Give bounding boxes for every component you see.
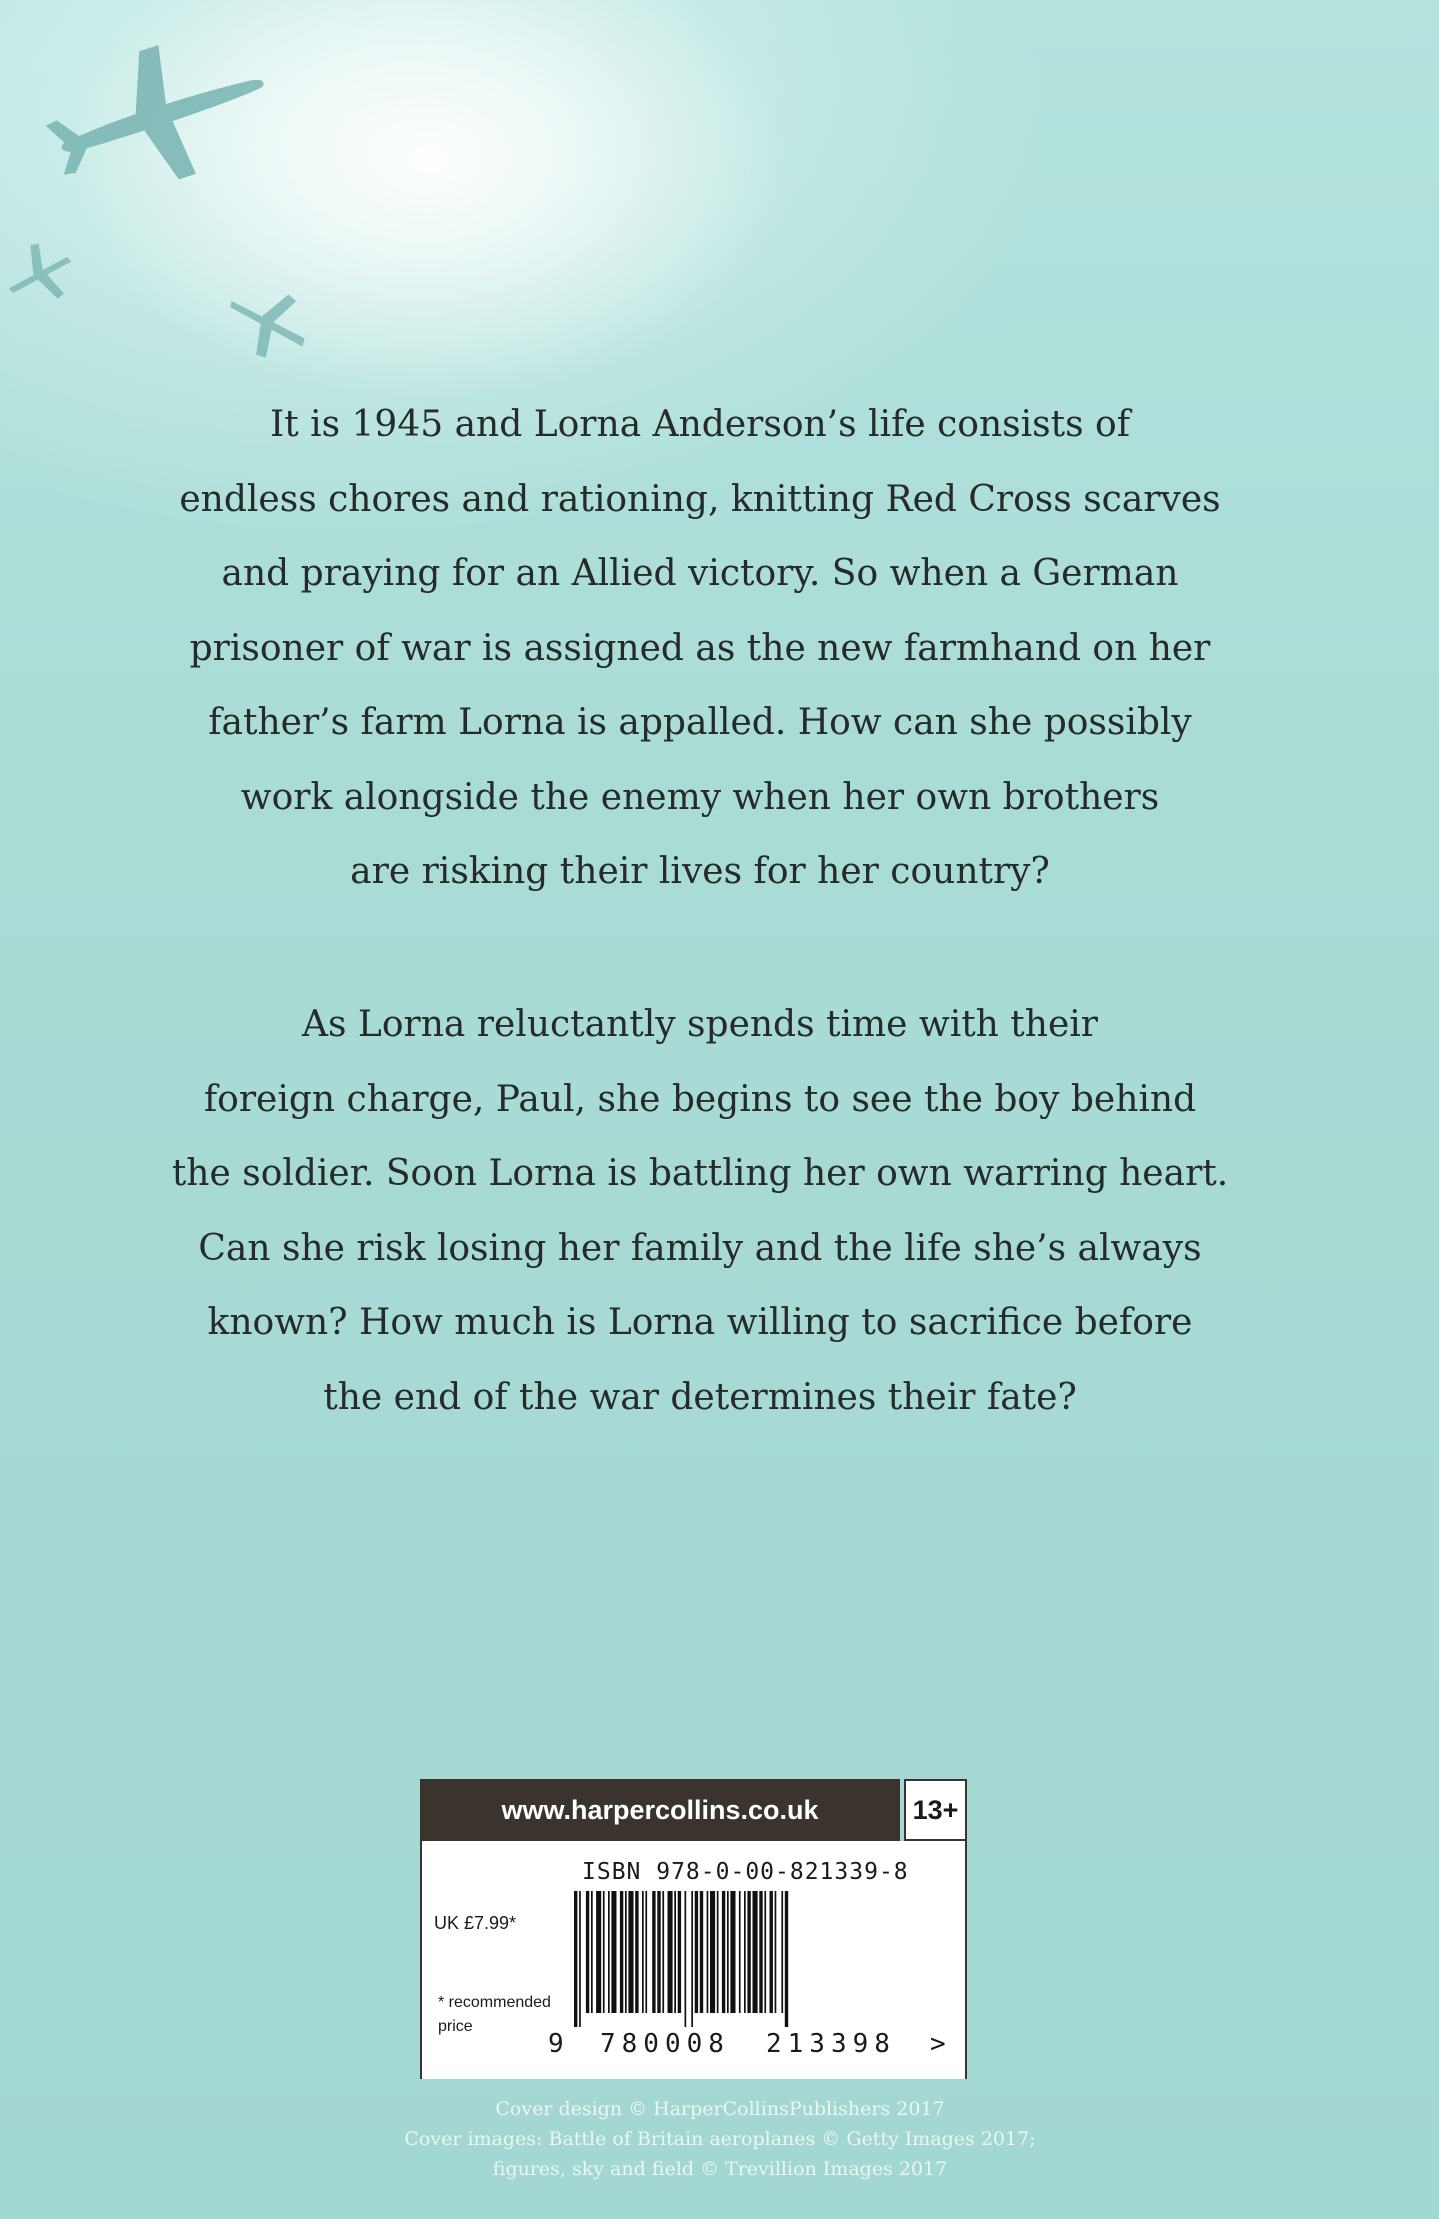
isbn-number: ISBN 978-0-00-821339-8 <box>582 1859 909 1885</box>
barcode-bar <box>586 1891 589 2013</box>
blurb-line: prisoner of war is assigned as the new farmhand on her <box>189 627 1211 669</box>
barcode-bar <box>685 1891 687 2027</box>
blurb-paragraph-1 <box>140 388 1260 910</box>
barcode-bar <box>785 1891 788 2027</box>
barcode-bar <box>603 1891 605 2013</box>
fighter-plane-image <box>0 240 80 310</box>
barcode-bar <box>739 1891 741 2013</box>
price-note-line: price <box>438 2018 473 2035</box>
barcode-bar <box>717 1891 719 2013</box>
barcode-bar <box>710 1891 715 2013</box>
barcode-bar <box>591 1891 593 2013</box>
blurb-line: endless chores and rationing, knitting Red Cross scarves <box>179 478 1221 520</box>
barcode-bar <box>662 1891 664 2013</box>
barcode-bar <box>645 1891 647 2013</box>
barcode-bar <box>674 1891 676 2013</box>
price-note-line: * recommended <box>438 1994 551 2011</box>
blurb-line: the end of the war determines their fate? <box>323 1376 1077 1418</box>
barcode-arrow: > <box>930 2029 946 2059</box>
cover-credits <box>260 2094 1180 2184</box>
barcode-bar <box>707 1891 709 2013</box>
barcode-bar <box>596 1891 601 2013</box>
barcode-digit-group: 213398 <box>766 2029 896 2059</box>
barcode-bar <box>695 1891 698 2013</box>
barcode-bar <box>730 1891 735 2013</box>
barcode-bar <box>700 1891 703 2013</box>
blurb-line: and praying for an Allied victory. So when a German <box>221 553 1179 594</box>
blurb-line: the soldier. Soon Lorna is battling her own warring heart. <box>171 1153 1229 1194</box>
barcode-bar <box>611 1891 616 2013</box>
barcode-bar <box>781 1891 783 2013</box>
blurb-line: work alongside the enemy when her own brothers <box>240 776 1160 818</box>
barcode-bar <box>678 1891 681 2013</box>
blurb-line: known? How much is Lorna willing to sacrifice before <box>207 1302 1193 1343</box>
credit-line: Cover design © HarperCollinsPublishers 2017 <box>495 2098 945 2120</box>
barcode-digits <box>548 2029 946 2069</box>
barcode-bar <box>722 1891 725 2013</box>
barcode-bar <box>657 1891 660 2013</box>
credit-line: Cover images: Battle of Britain aeroplanes © Getty Images 2017; <box>404 2128 1036 2150</box>
barcode-image <box>572 1891 932 2031</box>
blurb-line: father’s farm Lorna is appalled. How can she possibly <box>208 702 1192 743</box>
barcode-bar <box>727 1891 729 2013</box>
blurb-line: are risking their lives for her country? <box>350 851 1050 892</box>
blurb-line: It is 1945 and Lorna Anderson’s life consists of <box>269 404 1131 445</box>
barcode-bar <box>608 1891 610 2013</box>
barcode-bar <box>691 1891 693 2027</box>
barcode-bar <box>775 1891 777 2013</box>
barcode-bar <box>747 1891 750 2013</box>
barcode-bar <box>642 1891 644 2013</box>
bomber-plane-image <box>40 40 280 190</box>
fighter-plane-image <box>218 282 318 362</box>
barcode-bar <box>628 1891 633 2013</box>
barcode-bar <box>620 1891 623 2013</box>
publisher-url: www.harpercollins.co.uk <box>420 1779 900 1841</box>
blurb-line: foreign charge, Paul, she begins to see the boy behind <box>203 1078 1197 1120</box>
barcode-bar <box>770 1891 773 2013</box>
barcode-bar <box>652 1891 655 2013</box>
barcode-bar <box>744 1891 746 2013</box>
blurb-line: As Lorna reluctantly spends time with their <box>302 1004 1098 1045</box>
blurb-paragraph-2 <box>140 988 1260 1435</box>
barcode-panel <box>420 1779 967 2079</box>
blurb-line: Can she risk losing her family and the life she’s always <box>198 1227 1202 1269</box>
barcode-bar <box>668 1891 673 2013</box>
barcode-bar <box>625 1891 627 2013</box>
barcode-bar <box>753 1891 758 2013</box>
barcode-bar <box>574 1891 577 2027</box>
barcode-bar <box>579 1891 581 2027</box>
price-label: UK £7.99* <box>434 1913 517 1933</box>
barcode-bar <box>764 1891 766 2013</box>
barcode-digit-first: 9 <box>548 2029 564 2059</box>
age-rating-badge: 13+ <box>904 1779 967 1841</box>
barcode-bar <box>635 1891 638 2013</box>
barcode-bar <box>759 1891 762 2013</box>
credit-line: figures, sky and field © Trevillion Images 2017 <box>492 2158 948 2180</box>
price-barcode-box <box>420 1841 967 2079</box>
barcode-digit-group: 780008 <box>600 2029 730 2059</box>
